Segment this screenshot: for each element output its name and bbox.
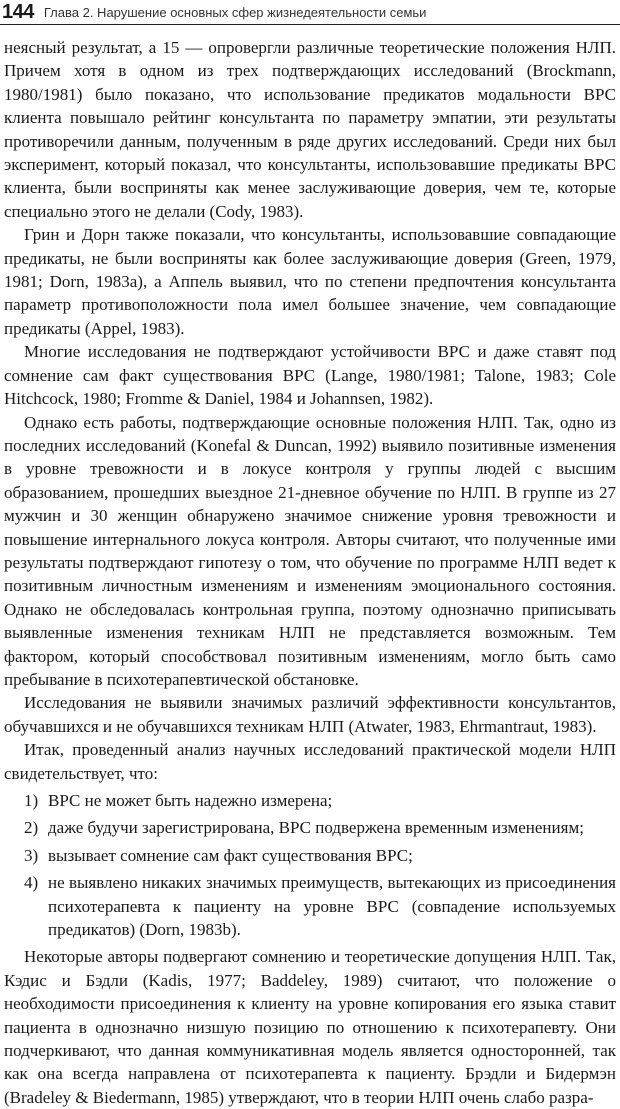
page-number: 144	[2, 1, 34, 23]
running-header	[0, 0, 620, 25]
paragraph: Итак, проведенный анализ научных исследований практической модели НЛП свидетельствует, что:	[4, 740, 616, 783]
conclusion-list	[4, 789, 616, 941]
paragraph: Исследования не выявили значимых различий эффективности консультантов, обучавшихся и не обучавшихся техникам НЛП (Atwater, 1983, Ehrmantraut, 1983).	[4, 693, 616, 736]
list-item-text: даже будучи зарегистрирована, ВРС подвержена временным изменениям;	[48, 818, 584, 838]
paragraph: неясный результат, а 15 — опровергли различные теоретические положения НЛП. Причем хотя в одном из трех подтверждающих исследований (Brockmann, 1980/1981) было показано, что использование предикатов модальности ВРС клиента повышало рейтинг консультанта по параметру эмпатии, эти результаты противоречили данным, полученным в ряде других исследований. Среди них был эксперимент, который показал, что консультанты, использовавшие предикаты ВРС клиента, были восприняты как менее заслуживающие доверия, чем те, которые специально этого не делали (Cody, 1983).	[4, 38, 616, 221]
list-item-number: 3)	[24, 845, 39, 865]
list-item	[4, 789, 616, 812]
paragraph: Однако есть работы, подтверждающие основные положения НЛП. Так, одно из последних исследований (Konefal & Duncan, 1992) выявило позитивные изменения в уровне тревожности и в локусе контроля у группы людей с высшим образованием, прошедших выездное 21-дневное обучение по НЛП. В группе из 27 мужчин и 30 женщин обнаружено значимое снижение уровня тревожности и повышение интернального локуса контроля. Авторы считают, что полученные ими результаты подтверждают гипотезу о том, что обучение по программе НЛП ведет к позитивным личностным изменениям и изменениям эмоционального состояния. Однако не обследовалась контрольная группа, поэтому однозначно приписывать выявленные изменения техникам НЛП не представляется возможным. Тем фактором, который способствовал позитивным изменениям, могло быть само пребывание в психотерапевтической обстановке.	[4, 412, 616, 689]
paragraph: Грин и Дорн также показали, что консультанты, использовавшие совпадающие предикаты, не были восприняты как более заслуживающие доверия (Green, 1979, 1981; Dorn, 1983a), а Аппель выявил, что по степени предпочтения консультанта параметр противоположности пола имел большее значение, чем совпадающие предикаты (Appel, 1983).	[4, 225, 616, 338]
paragraph: Некоторые авторы подвергают сомнению и теоретические допущения НЛП. Так, Кэдис и Бэдли (Kadis, 1977; Baddeley, 1989) считают, что положение о необходимости присоединения к клиенту на уровне копирования его языка ставит пациента в однозначно низшую позицию по отношению к психотерапевту. Они подчеркивают, что данная коммуникативная модель является односторонней, так как она всегда направлена от психотерапевта к пациенту. Брэдли и Бидермэн (Bradeley & Biedermann, 1985) утверждают, что в теории НЛП очень слабо разра-	[4, 947, 616, 1107]
list-item-text: вызывает сомнение сам факт существования ВРС;	[48, 845, 413, 865]
list-item-text: не выявлено никаких значимых преимуществ, вытекающих из присоединения психотерапевта к пациенту на уровне ВРС (совпадение используемых предикатов) (Dorn, 1983b).	[48, 873, 616, 940]
list-item-number: 1)	[24, 791, 39, 810]
paragraph: Многие исследования не подтверждают устойчивости ВРС и даже ставят под сомнение сам факт существования ВРС (Lange, 1980/1981; Talone, 1983; Cole Hitchcock, 1980; Fromme & Daniel, 1984 и Johannsen, 1982).	[4, 342, 616, 409]
list-item-text: ВРС не может быть надежно измерена;	[48, 791, 333, 810]
list-item	[4, 816, 616, 839]
list-item-number: 4)	[24, 873, 39, 893]
chapter-title: Глава 2. Нарушение основных сфер жизнедеятельности семьи	[43, 5, 427, 20]
main-text	[4, 36, 616, 1109]
list-item	[4, 844, 616, 867]
list-item-number: 2)	[24, 818, 39, 838]
list-item	[4, 871, 616, 941]
